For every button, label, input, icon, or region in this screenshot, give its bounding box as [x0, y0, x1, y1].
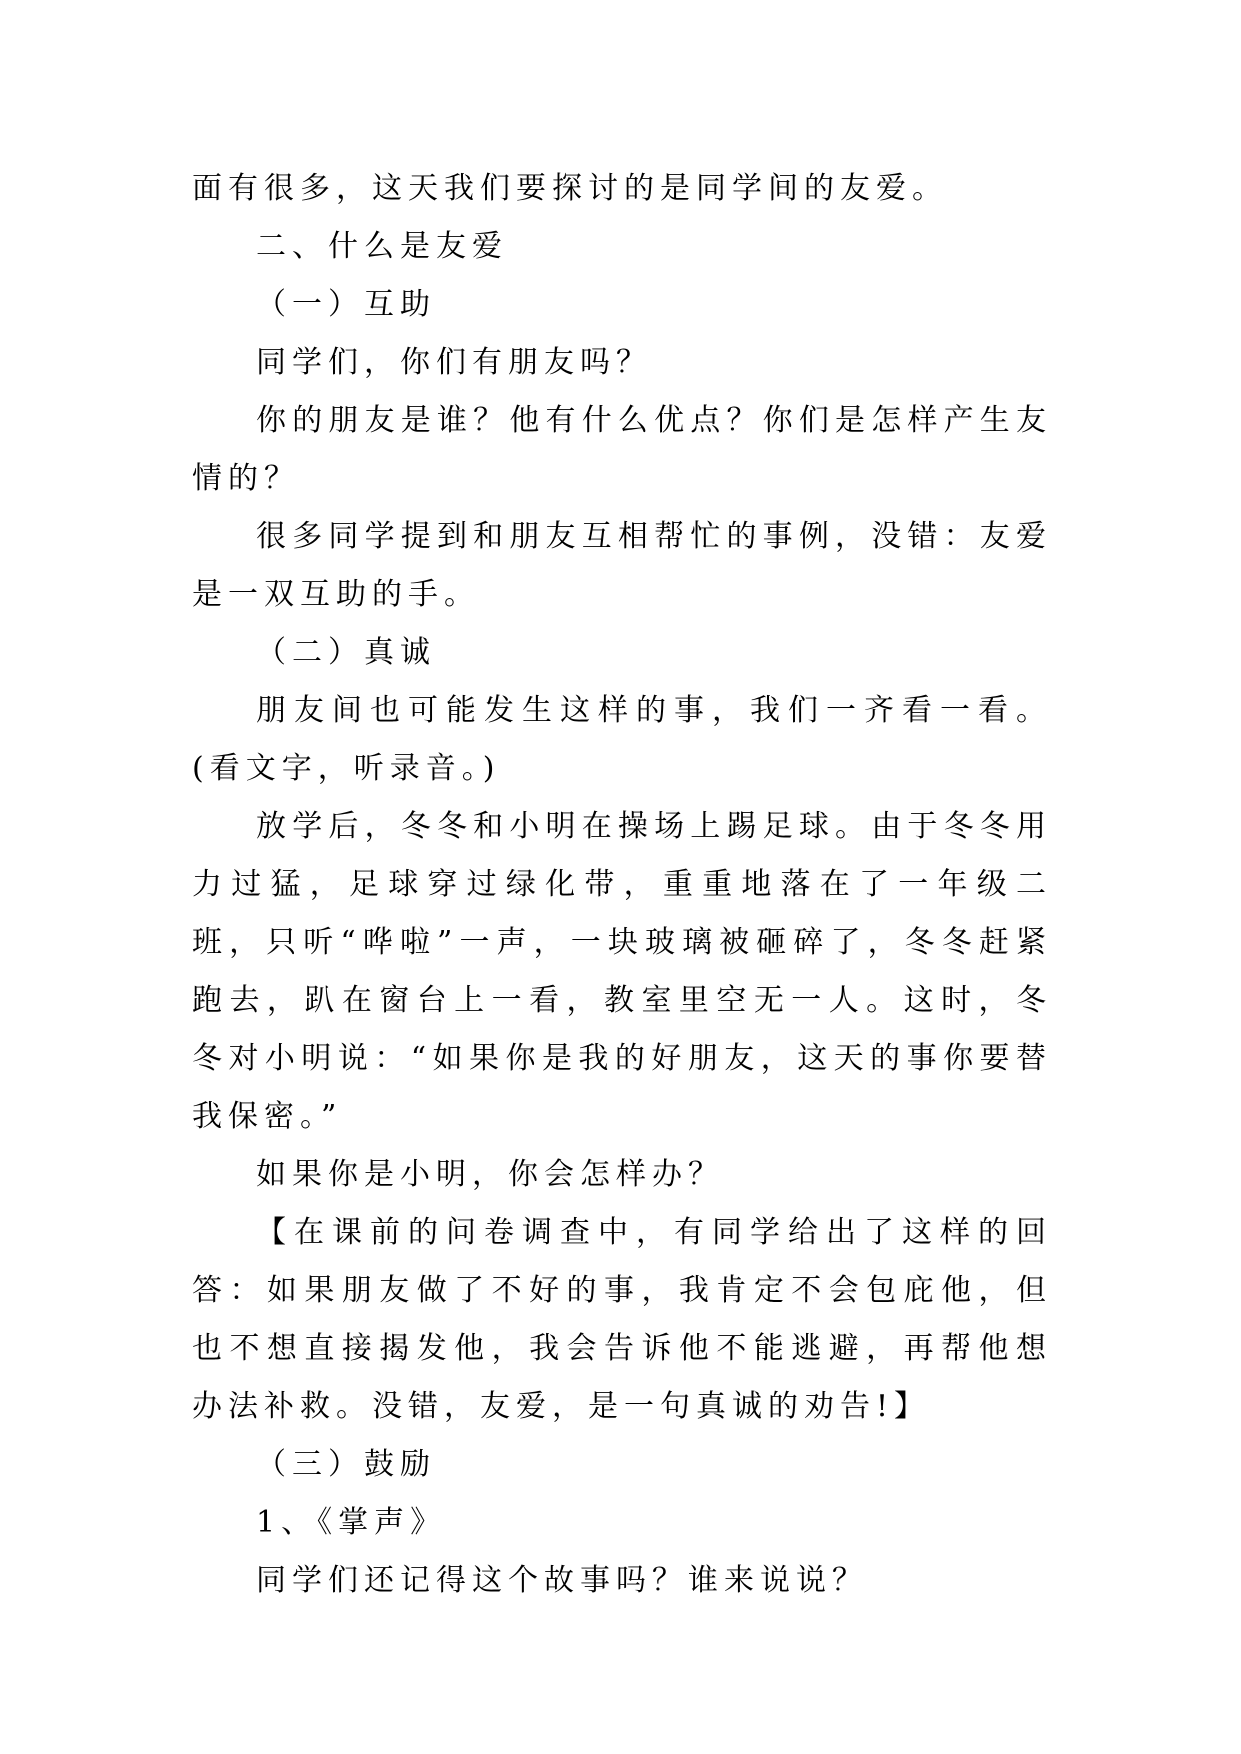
- subheading-encouragement: （三）鼓励: [256, 1447, 436, 1482]
- paragraph-look-together: 朋友间也可能发生这样的事，我们一齐看一看。(看文字，听录音。): [192, 693, 1052, 786]
- list-item-applause: 1、《掌声》: [256, 1505, 447, 1540]
- paragraph-mutual-help-conclusion: 很多同学提到和朋友互相帮忙的事例，没错：友爱是一双互助的手。: [192, 519, 1052, 612]
- subheading-mutual-help: （一）互助: [256, 287, 436, 322]
- document-body: [192, 160, 1052, 1610]
- subheading-sincerity: （二）真诚: [256, 635, 436, 670]
- paragraph-question-friends: 同学们，你们有朋友吗？: [256, 345, 652, 380]
- paragraph-story: 放学后，冬冬和小明在操场上踢足球。由于冬冬用力过猛，足球穿过绿化带，重重地落在了一年级二班，只听“哗啦”一声，一块玻璃被砸碎了，冬冬赶紧跑去，趴在窗台上一看，教室里空无一人。这时，冬冬对小明说：“如果你是我的好朋友，这天的事你要替我保密。”: [192, 809, 1052, 1134]
- paragraph-question-who: 你的朋友是谁？他有什么优点？你们是怎样产生友情的？: [192, 403, 1052, 496]
- paragraph-question-xiaoming: 如果你是小明，你会怎样办？: [256, 1157, 724, 1192]
- paragraph-question-story: 同学们还记得这个故事吗？谁来说说？: [256, 1563, 868, 1598]
- paragraph-survey-answer: 【在课前的问卷调查中，有同学给出了这样的回答：如果朋友做了不好的事，我肯定不会包庇他，但也不想直接揭发他，我会告诉他不能逃避，再帮他想办法补救。没错，友爱，是一句真诚的劝告!】: [192, 1215, 1052, 1424]
- paragraph-continuation: 面有很多，这天我们要探讨的是同学间的友爱。: [192, 171, 948, 206]
- section-heading-what-is-friendship: 二、什么是友爱: [256, 229, 508, 264]
